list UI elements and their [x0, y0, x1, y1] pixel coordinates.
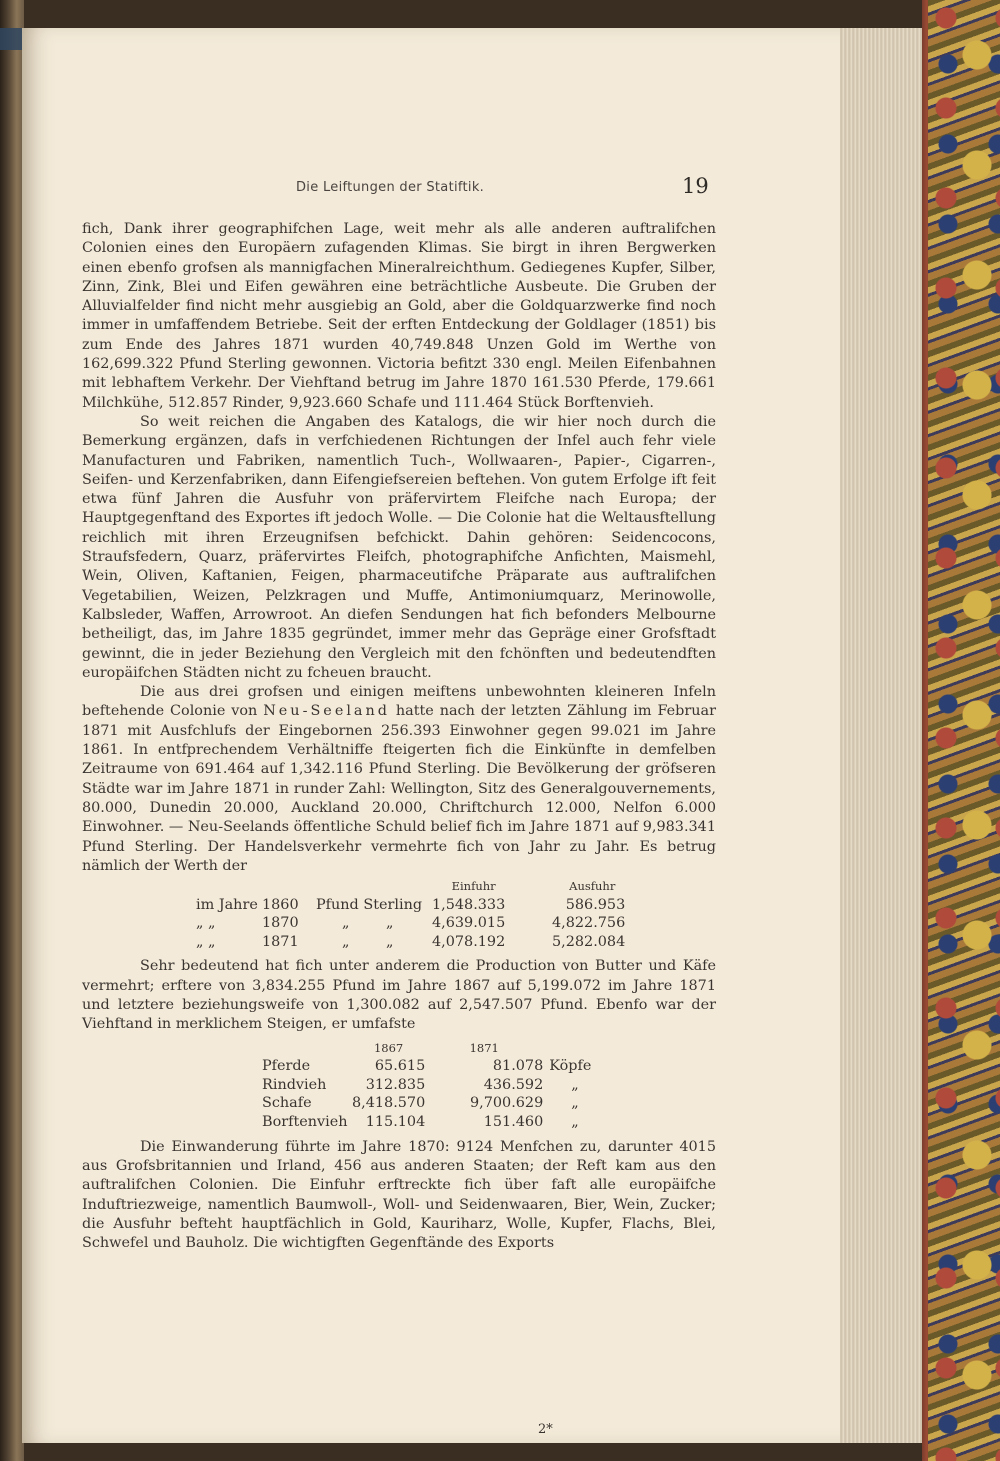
paragraph-katalog: So weit reichen die Angaben des Katalogs, die wir hier noch durch die Bemerkung ergänzen, dafs in verfchiedenen Richtungen der Infel auch fehr viele Manufacturen und Fabriken, namentlich Tuch-, Wollwaaren-, Papier-, Cigarren-, Seifen- und Kerzenfabriken, dann Eifengiefsereien beftehen. Von gutem Erfolge ift feit etwa fünf Jahren die Ausfuhr von präfervirtem Fleifche nach Europa; der Hauptgegenftand des Exportes ift jedoch Wolle. — Die Colonie hat die Weltausftellung reichlich mit ihren Erzeugnifsen befchickt. Dahin gehören: Seidencocons, Straufsfedern, Quarz, präfervirtes Fleifch, photographifche Anfichten, Maismehl, Wein, Oliven, Kaftanien, Feigen, pharmaceutifche Präparate aus auftralifchen Vegetabilien, Weizen, Pelzkragen und Muffe, Antimoniumquarz, Merinowolle, Kalbsleder, Waffen, Arrowroot. An diefen Sendungen hat fich befonders Melbourne betheiligt, das, im Jahre 1835 gegründet, immer mehr das Gepräge einer Grofsftadt gewinnt, die in jeder Beziehung den Vergleich mit den fchönften und bedeutendften europäifchen Städten nicht zu fcheuen braucht.: [82, 413, 716, 681]
paragraph-neu-seeland-start: Die aus drei grofsen und einigen meiftens unbewohnten kleineren Infeln beftehende Colonie von: [82, 684, 716, 720]
livestock-row: Rindvieh 312.835 436.592 „: [262, 1076, 579, 1093]
neu-seeland-spaced: Neu-Seeland: [263, 703, 390, 720]
page-number: 19: [682, 174, 709, 198]
paragraph-victoria: fich, Dank ihrer geographifchen Lage, weit mehr als alle anderen auftralifchen Colonien eines den Europäern zufagenden Klimas. Sie birgt in ihren Bergwerken einen ebenfo grofsen als mannigfachen Mineralreichthum. Gediegenes Kupfer, Silber, Zinn, Zink, Blei und Eifen gewähren eine beträchtliche Ausbeute. Die Gruben der Alluvialfelder find nicht mehr ausgiebig an Gold, aber die Goldquarzwerke find noch immer in umfaffendem Betriebe. Seit der erften Entdeckung der Goldlager (1851) bis zum Ende des Jahres 1871 wurden 40,749.848 Unzen Gold im Werthe von 162,699.322 Pfund Sterling gewonnen. Victoria befitzt 330 engl. Meilen Eifenbahnen mit lebhaftem Verkehr. Der Viehftand betrug im Jahre 1870 161.530 Pferde, 179.661 Milchkühe, 512.857 Rinder, 9,923.660 Schafe und 111.464 Stück Borftenvieh.: [82, 221, 716, 411]
paragraph-neu-seeland: [82, 683, 716, 876]
trade-table-header: [196, 877, 625, 896]
livestock-table: [262, 1039, 591, 1132]
trade-head-export: Ausfuhr: [569, 879, 616, 894]
page-header: [22, 174, 840, 210]
paragraph-butter: Sehr bedeutend hat fich unter anderem die Production von Butter und Käfe vermehrt; erftere von 3,834.255 Pfund im Jahre 1867 auf 5,199.072 im Jahre 1871 und letztere beziehungsweife von 1,300.082 auf 2,547.507 Pfund. Ebenfo war der Viehftand in merklichem Steigen, er umfafste: [82, 958, 716, 1033]
trade-row: „ „ 1870 „ „ 4,639.015 4,822.756: [196, 915, 626, 932]
signature-mark: 2*: [538, 1422, 553, 1437]
trade-head-import: Einfuhr: [451, 879, 496, 894]
livestock-table-header: [262, 1039, 591, 1058]
paragraph-einwanderung: Die Einwanderung führte im Jahre 1870: 9124 Menfchen zu, darunter 4015 aus Grofsbritannien und Irland, 456 aus anderen Staaten; der Reft kam aus den auftralifchen Colonien. Die Einfuhr erftreckte fich über faft alle europäifche Induftriezweige, namentlich Baumwoll-, Woll- und Seidenwaaren, Bier, Wein, Zucker; die Ausfuhr befteht hauptfächlich in Gold, Kauriharz, Wolle, Kupfer, Flachs, Blei, Schwefel und Bauholz. Die wichtigften Gegenftände des Exports: [82, 1138, 716, 1252]
livestock-head-1867: 1867: [373, 1040, 404, 1055]
livestock-row: Schafe 8,418.570 9,700.629 „: [262, 1095, 579, 1112]
trade-table: [196, 877, 625, 951]
livestock-row: Borftenvieh 115.104 151.460 „: [262, 1114, 579, 1131]
body-text: [82, 220, 716, 1253]
running-head: Die Leiftungen der Statiftik.: [296, 180, 485, 195]
trade-row: „ „ 1871 „ „ 4,078.192 5,282.084: [196, 933, 626, 950]
paragraph-neu-seeland-end: hatte nach der letzten Zählung im Februar 1871 mit Ausfchlufs der Eingebornen 256.393 Einwohner gegen 99.021 im Jahre 1861. In entfprechendem Verhältniffe fteigerten fich die Einkünfte in demfelben Zeitraume von 691.464 auf 1,342.116 Pfund Sterling. Die Bevölkerung der gröfseren Städte war im Jahre 1871 in runder Zahl: Wellington, Sitz des Generalgouvernements, 80.000, Dunedin 20.000, Auckland 20.000, Chriftchurch 12.000, Nelfon 6.000 Einwohner. — Neu-Seelands öffentliche Schuld belief fich im Jahre 1871 auf 9,983.341 Pfund Sterling. Der Handelsverkehr vermehrte fich von Jahr zu Jahr. Es betrug nämlich der Werth der: [82, 703, 716, 874]
marbled-cover: [928, 0, 1000, 1461]
trade-row: im Jahre 1860 Pfund Sterling 1,548.333 586.953: [196, 896, 626, 913]
page-stack-edge: [830, 28, 930, 1443]
book-page: [22, 28, 840, 1443]
livestock-head-1871: 1871: [469, 1040, 499, 1055]
livestock-row: Pferde 65.615 81.078 Köpfe: [262, 1058, 592, 1075]
left-book-edge: [0, 0, 24, 1461]
